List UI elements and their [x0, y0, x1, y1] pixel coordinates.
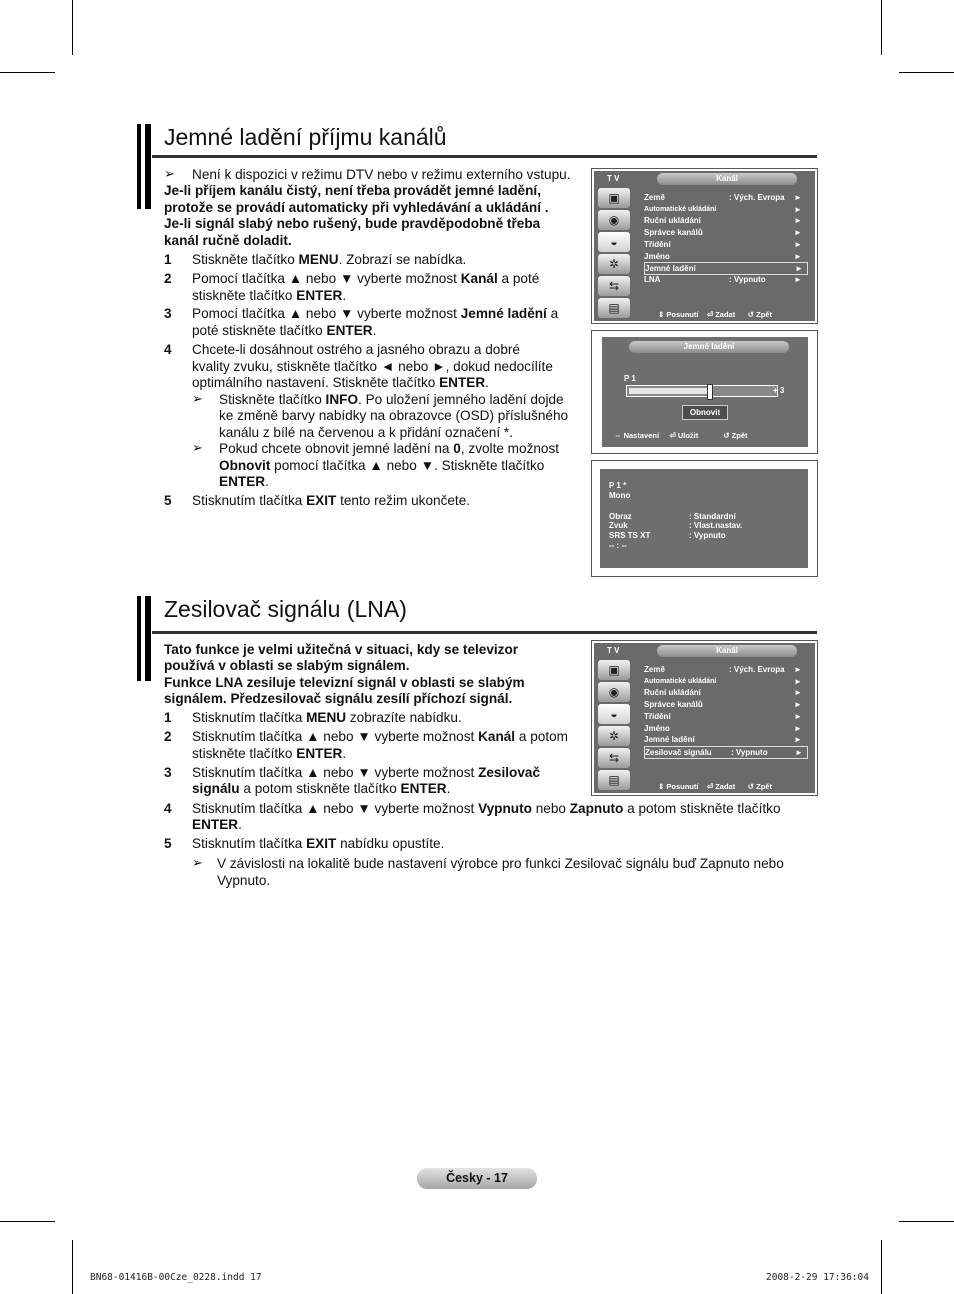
- osd-title: Kanál: [657, 645, 797, 657]
- return-icon: ↺: [747, 782, 755, 791]
- crop-mark: [0, 72, 55, 73]
- arrow-right-icon: ►: [794, 216, 802, 226]
- info-row: Zvuk : Vlast.nastav.: [609, 521, 743, 530]
- menu-item[interactable]: Jméno ►: [644, 723, 802, 733]
- return-icon: ↺: [747, 310, 755, 319]
- arrow-right-icon: ►: [794, 700, 802, 710]
- slider-fill: [629, 388, 709, 394]
- step-text: stiskněte tlačítko ENTER.: [192, 746, 347, 761]
- print-date-info: 2008-2-29 17:36:04: [766, 1272, 869, 1283]
- step-text: ENTER.: [192, 817, 242, 832]
- arrow-right-icon: ►: [794, 711, 802, 721]
- note-arrow-icon: ➢: [192, 391, 203, 406]
- note-text: Pokud chcete obnovit jemné ladění na 0, zvolte možnost: [219, 441, 560, 456]
- menu-item[interactable]: Správce kanálů ►: [644, 700, 802, 710]
- crop-mark: [899, 72, 954, 73]
- step-number: 5: [164, 836, 172, 851]
- step-number: 1: [164, 252, 172, 267]
- step-text: Stisknutím tlačítka ▲ nebo ▼ vyberte možnost Zesilovač: [192, 765, 541, 780]
- arrow-right-icon: ►: [794, 193, 802, 202]
- menu-item[interactable]: Ruční ukládání ►: [644, 216, 802, 226]
- osd-title: Kanál: [657, 173, 797, 185]
- menu-item[interactable]: Jméno ►: [644, 251, 802, 261]
- setup-icon: ✲: [598, 726, 630, 746]
- slider-handle[interactable]: [707, 384, 713, 400]
- sound-icon: ◉: [598, 682, 630, 702]
- step-number: 2: [164, 271, 172, 286]
- osd-footer: ⇕ Posunutí ⏎ Zadat ↺ Zpět: [658, 310, 772, 319]
- step-text: signálu a potom stiskněte tlačítko ENTER.: [192, 781, 451, 796]
- menu-item[interactable]: Třídění ►: [644, 711, 802, 721]
- osd-footer: ⇕ Posunutí ⏎ Zadat ↺ Zpět: [658, 782, 772, 791]
- heading-bar: [137, 596, 141, 681]
- step-text: Chcete-li dosáhnout ostrého a jasného obrazu a dobré: [192, 342, 520, 357]
- step-text: Stisknutím tlačítka ▲ nebo ▼ vyberte možnost Vypnuto nebo Zapnuto a potom stiskněte tlačítko: [192, 801, 781, 816]
- section-title: Zesilovač signálu (LNA): [164, 596, 407, 622]
- menu-item[interactable]: Země : Vých. Evropa ►: [644, 665, 802, 674]
- osd-channel-menu: [591, 168, 818, 324]
- step-text: poté stiskněte tlačítko ENTER.: [192, 323, 377, 338]
- step-text: Pomocí tlačítka ▲ nebo ▼ vyberte možnost Jemné ladění a: [192, 306, 559, 321]
- crop-mark: [0, 1221, 55, 1222]
- input-icon: ⇆: [598, 276, 630, 296]
- setup-icon: ✲: [598, 254, 630, 274]
- arrow-right-icon: ►: [795, 264, 803, 274]
- info-sound-mode: Mono: [609, 491, 631, 500]
- step-text: kvality zvuku, stiskněte tlačítko ◄ nebo ►, dokud nedocílíte: [192, 359, 553, 374]
- note-text: Není k dispozici v režimu DTV nebo v režimu externího vstupu.: [192, 167, 571, 182]
- note-arrow-icon: ➢: [192, 440, 203, 455]
- menu-item[interactable]: Zesilovač signálu : Vypnuto ►: [644, 746, 808, 759]
- step-text: Stisknutím tlačítka MENU zobrazíte nabídku.: [192, 710, 462, 725]
- enter-icon: ⏎: [669, 431, 676, 440]
- heading-bar: [145, 124, 151, 209]
- note-text: Stiskněte tlačítko INFO. Po uložení jemného ladění dojde: [219, 392, 564, 407]
- heading-rule: [152, 155, 817, 158]
- menu-item[interactable]: Země : Vých. Evropa ►: [644, 193, 802, 202]
- crop-mark: [899, 1221, 954, 1222]
- menu-item[interactable]: Třídění ►: [644, 239, 802, 249]
- arrow-right-icon: ►: [794, 676, 802, 686]
- info-time: -- : --: [609, 541, 627, 550]
- menu-item[interactable]: Jemné ladění ►: [644, 735, 802, 745]
- section-title: Jemné ladění příjmu kanálů: [164, 124, 447, 150]
- menu-item[interactable]: LNA : Vypnuto ►: [644, 274, 802, 284]
- osd-tv-label: T V: [607, 174, 620, 183]
- step-number: 1: [164, 710, 172, 725]
- step-number: 5: [164, 493, 172, 508]
- digital-icon: ▤: [598, 770, 630, 790]
- note-arrow-icon: ➢: [164, 166, 175, 181]
- step-text: Stisknutím tlačítka EXIT tento režim ukončete.: [192, 493, 471, 508]
- page-number: Česky - 17: [417, 1168, 537, 1189]
- picture-icon: ▣: [598, 188, 630, 208]
- arrow-right-icon: ►: [794, 723, 802, 733]
- input-icon: ⇆: [598, 748, 630, 768]
- osd-channel-menu-lna: [591, 640, 818, 796]
- heading-bar: [137, 124, 141, 209]
- step-number: 3: [164, 765, 172, 780]
- step-number: 3: [164, 306, 172, 321]
- print-file-info: BN68-01416B-00Cze_0228.indd 17: [90, 1272, 262, 1283]
- channel-icon: ◒: [598, 232, 630, 252]
- menu-item[interactable]: Ruční ukládání ►: [644, 688, 802, 698]
- osd-footer: ⇔ Nastavení ⏎ Uložit ↺ Zpět: [614, 431, 748, 440]
- crop-mark: [72, 1240, 73, 1294]
- sound-icon: ◉: [598, 210, 630, 230]
- osd-info: [591, 460, 818, 577]
- digital-icon: ▤: [598, 298, 630, 318]
- return-icon: ↺: [723, 431, 730, 440]
- osd-channel: P 1: [624, 374, 636, 383]
- step-number: 4: [164, 801, 172, 816]
- arrow-right-icon: ►: [794, 735, 802, 745]
- crop-mark: [881, 1240, 882, 1294]
- osd-tv-label: T V: [607, 646, 620, 655]
- menu-item[interactable]: Automatické ukládání ►: [644, 204, 802, 214]
- arrow-right-icon: ►: [794, 665, 802, 674]
- fine-tune-slider[interactable]: [626, 385, 778, 397]
- info-row: Obraz : Standardní: [609, 512, 736, 521]
- arrow-right-icon: ►: [794, 228, 802, 238]
- note-text: Obnovit pomocí tlačítka ▲ nebo ▼. Stiskněte tlačítko: [219, 458, 545, 473]
- step-number: 2: [164, 729, 172, 744]
- adjust-icon: ⇔: [614, 431, 622, 440]
- note-text: Vypnuto.: [217, 873, 271, 888]
- arrow-right-icon: ►: [795, 747, 803, 757]
- crop-mark: [72, 0, 73, 55]
- osd-title: Jemné ladění: [629, 341, 789, 353]
- enter-icon: ⏎: [706, 782, 714, 791]
- arrow-right-icon: ►: [794, 204, 802, 214]
- note-text: kanálu z bílé na červenou a k přidání označení *.: [219, 425, 513, 440]
- slider-value: + 3: [773, 386, 785, 395]
- channel-icon: ◒: [598, 704, 630, 724]
- arrow-right-icon: ►: [794, 251, 802, 261]
- arrow-right-icon: ►: [794, 239, 802, 249]
- info-row: SRS TS XT : Vypnuto: [609, 531, 726, 540]
- menu-item[interactable]: Jemné ladění ►: [644, 262, 808, 275]
- arrow-right-icon: ►: [794, 274, 802, 284]
- note-arrow-icon: ➢: [192, 855, 203, 870]
- info-channel: P 1 *: [609, 481, 627, 490]
- move-icon: ⇕: [658, 310, 665, 319]
- menu-item[interactable]: Automatické ukládání ►: [644, 676, 802, 686]
- enter-icon: ⏎: [706, 310, 714, 319]
- heading-bar: [145, 596, 151, 681]
- reset-button[interactable]: Obnovit: [682, 405, 728, 420]
- picture-icon: ▣: [598, 660, 630, 680]
- step-text: Stiskněte tlačítko MENU. Zobrazí se nabídka.: [192, 252, 467, 267]
- menu-item[interactable]: Správce kanálů ►: [644, 228, 802, 238]
- move-icon: ⇕: [658, 782, 665, 791]
- step-text: stiskněte tlačítko ENTER.: [192, 288, 347, 303]
- note-text: ke změně barvy nabídky na obrazovce (OSD) příslušného: [219, 408, 569, 423]
- heading-rule: [152, 631, 817, 634]
- osd-fine-tune: [591, 330, 818, 454]
- step-text: Stisknutím tlačítka EXIT nabídku opustíte.: [192, 836, 445, 851]
- step-text: Stisknutím tlačítka ▲ nebo ▼ vyberte možnost Kanál a potom: [192, 729, 568, 744]
- crop-mark: [881, 0, 882, 55]
- arrow-right-icon: ►: [794, 688, 802, 698]
- step-text: optimálního nastavení. Stiskněte tlačítko ENTER.: [192, 375, 489, 390]
- step-number: 4: [164, 342, 172, 357]
- note-text: V závislosti na lokalitě bude nastavení výrobce pro funkci Zesilovač signálu buď Zapnuto nebo: [217, 856, 784, 871]
- note-text: ENTER.: [219, 474, 269, 489]
- step-text: Pomocí tlačítka ▲ nebo ▼ vyberte možnost Kanál a poté: [192, 271, 540, 286]
